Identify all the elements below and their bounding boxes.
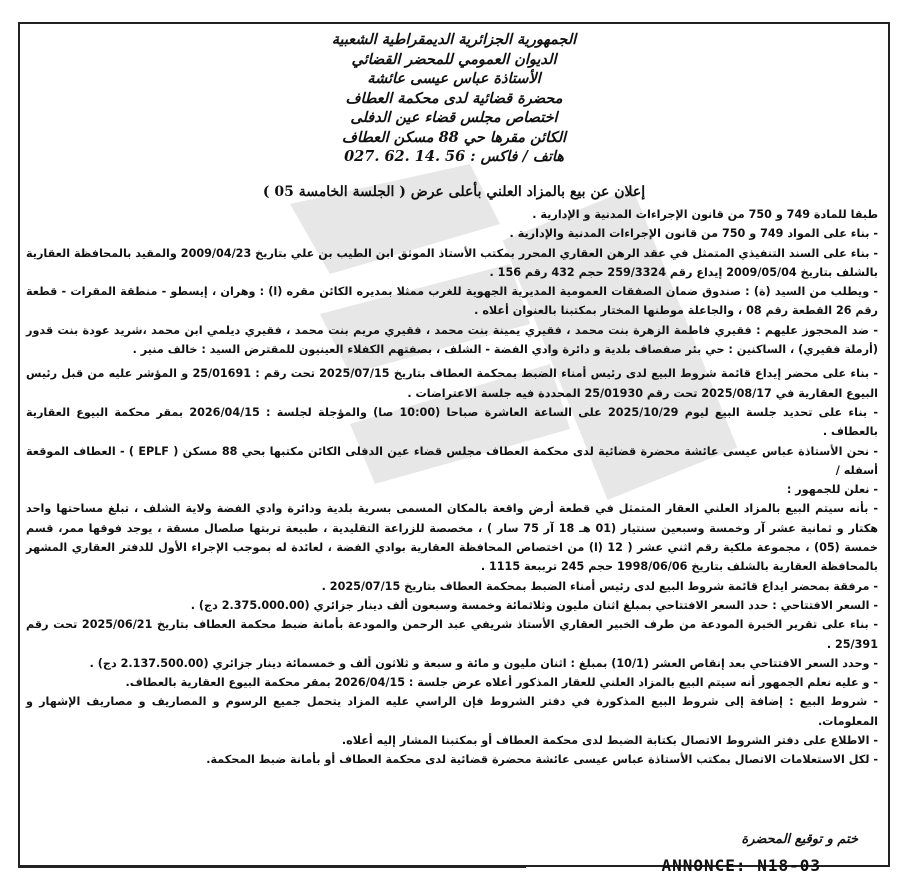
header-line: الجمهورية الجزائرية الديمقراطية الشعبية xyxy=(331,31,577,48)
body-paragraph: - وحدد السعر الافتتاحي بعد إنقاص العشر (10/1) بمبلغ : اثنان مليون و مائة و سبعة و ثلاثون ألف و خمسمائة دينار جزائري (2.137.500.00 دج) . xyxy=(89,656,878,670)
header-line: اختصاص مجلس قضاء عين الدفلى xyxy=(350,109,558,126)
header-line: الأستاذة عباس عيسى عائشة xyxy=(367,70,541,87)
body-paragraph: - و عليه نعلم الجمهور أنه سيتم البيع بالمزاد العلني للعقار المذكور أعلاه عرض جلسة : 2026/04/15 بمقر محكمة البيوع العقارية بالعطاف. xyxy=(125,676,878,690)
body-paragraph: طبقا للمادة 749 و 750 من قانون الإجراءات المدنية و الإدارية . xyxy=(532,208,878,221)
body-paragraph: - بأنه سيتم البيع بالمزاد العلني العقار المتمثل في قطعة أرض واقعة بالمكان المسمى بسرية بلدية ودائرة وادي الفضة ولاية الشلف ، تبلغ مساحتها واحد هكتار و ثمانية عشر آر وخمسة وسبعين سنتيار (01 هـ 18 آر 75 سار ) ، مخصصة للزراعة التقليدية ، طبيعة تربتها صلصال مسقة ، يوجد فوقها ممر، قسم خمسة (05) ، مجموعة ملكية رقم اثني عشر ( 12 (ا) من اختصاص المحافظة العقارية بوادي الفضة ، لعائدة له بموجب الإجراء الأول للدفتر العقاري المشهر بالمحافظة العقارية بالشلف بتاريخ 1998/06/06 حجم 245 ترببعة 1115 . xyxy=(26,502,878,574)
notice-frame xyxy=(18,22,890,867)
body-paragraph: - ويطلب من السيد (ة) : صندوق ضمان الصفقات العمومية المديرية الجهوية للغرب ممثلا بمديره الكائن مقره (ا) : وهران ، إيسطو - منطقة المقرات - قطعة رقم 26 القطعة رقم 08 ، والجاعلة موطنها المختار بمكتبنا بالعنوان أعلاه . xyxy=(26,285,878,318)
body-paragraph: - الاطلاع على دفتر الشروط الاتصال بكتابة الضبط لدى محكمة العطاف أو بمكتبنا المشار إليه أعلاه. xyxy=(341,734,878,748)
body-paragraph: - شروط البيع : إضافة إلى شروط البيع المذكورة في دفتر الشروط فإن الراسي عليه المزاد يتحمل جميع الرسوم و المصاريف و مصاريف الإشهار و المعلومات. xyxy=(26,695,878,728)
annonce-divider xyxy=(18,866,526,868)
notice-title: إعلان عن بيع بالمزاد العلني بأعلى عرض ( الجلسة الخامسة 05 ) xyxy=(262,184,646,200)
body-paragraph: - لكل الاستعلامات الاتصال بمكتب الأستاذة عباس عيسى عائشة محضرة قضائية لدى محكمة العطاف أو بأمانة ضبط المحكمة. xyxy=(206,753,878,767)
annonce-number: ANNONCE: N18-03 xyxy=(661,856,821,875)
header-line: محضرة قضائية لدى محكمة العطاف xyxy=(345,89,563,107)
signature-caption: ختم و توقيع المحضرة xyxy=(741,832,858,847)
body-paragraph: - بناء على تحديد جلسة البيع ليوم 2025/10/29 على الساعة العاشرة صباحا (10:00 صا) والمؤجلة لجلسة : 2026/04/15 بمقر محكمة البيوع العقارية بالعطاف . xyxy=(26,405,878,439)
header-block xyxy=(20,30,888,167)
body-paragraph: - بناء على محضر إيداع قائمة شروط البيع لدى رئيس أمناء الضبط بمحكمة العطاف بتاريخ 2025/07/15 تحت رقم : 25/01691 و المؤشر عليه من قبل رئيس البيوع العقارية في 2025/08/17 تحت رقم 25/01930 المحددة فيه جلسة الاعتراضات . xyxy=(26,367,878,400)
body-paragraph: - بناء على السند التنفيذي المتمثل في عقد الرهن العقاري المحرر بمكتب الأستاذ الموثق ابن الطيب بن علي بتاريخ 2009/04/23 والمقيد بالمحافظة العقارية بالشلف بتاريخ 2009/05/04 إيداع رقم 259/3324 حجم 432 رقم 156 . xyxy=(26,246,878,279)
body-paragraph: - السعر الافتتاحي : حدد السعر الافتتاحي بمبلغ اثنان مليون وثلاثمائة وخمسة وسبعون ألف دينار جزائري (2.375.000.00 دج) . xyxy=(190,598,878,612)
body-paragraph: - ضد المحجوز عليهم : فقيري فاطمة الزهرة بنت محمد ، فقيري يمينة بنت محمد ، فقيري مريم بنت محمد ، فقيري ديلمي ابن محمد ،شريد عودة بنت قدور (أرملة فقيري) ، الساكنين : حي بئر صفصاف بلدية و دائرة وادي الفضة - الشلف ، بصفتهم الكفلاء العينيون للمقترض السيد : خالف منير . xyxy=(26,323,878,357)
body-paragraph: - بناء على تقرير الخبرة المودعة من طرف الخبير العقاري الأستاذ شريفي عبد الرحمن والمودعة بأمانة ضبط محكمة العطاف بتاريخ 2025/06/21 تحت رقم 25/391 . xyxy=(26,618,879,651)
body-paragraph: - نعلن للجمهور : xyxy=(786,483,878,497)
body-paragraph: - نحن الأستاذة عباس عيسى عائشة محضرة قضائية لدى محكمة العطاف مجلس قضاء عين الدفلى الكائن مكتبها بحي 88 مسكن ( EPLF ) - العطاف الموقعة أسفله / xyxy=(26,444,878,477)
header-line: الديوان العمومي للمحضر القضائي xyxy=(351,50,557,68)
notice-body xyxy=(26,205,878,770)
body-paragraph: - بناء على المواد 749 و 750 من قانون الإجراءات المدنية والإدارية . xyxy=(509,227,878,241)
body-paragraph: - مرفقة بمحضر ايداع قائمة شروط البيع لدى رئيس أمناء الضبط بمحكمة العطاف بتاريخ 2025/07/15 . xyxy=(321,579,878,593)
header-line: هاتف / فاكس : 56 .14 .62 .027 xyxy=(344,148,564,165)
header-line: الكائن مقرها حي 88 مسكن العطاف xyxy=(341,128,567,146)
